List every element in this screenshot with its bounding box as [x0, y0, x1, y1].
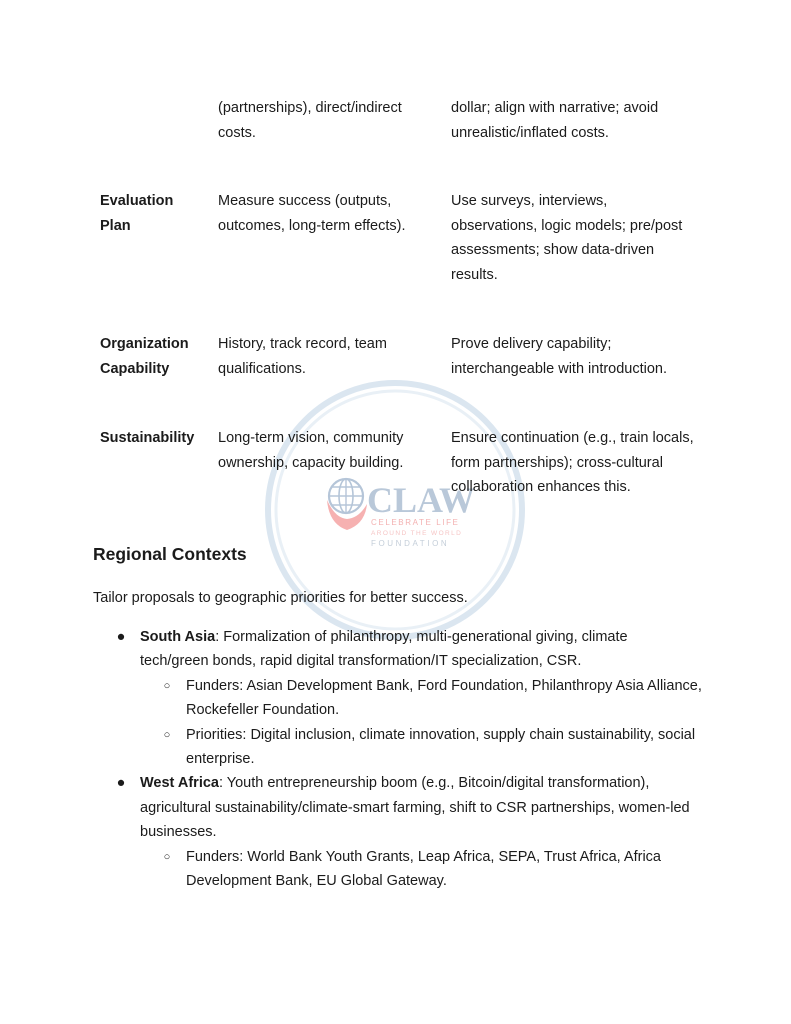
- row-tips: [451, 96, 701, 145]
- text-line: assessments; show data-driven: [451, 242, 655, 259]
- region-name: South Asia: [140, 629, 216, 645]
- text-line: Long-term vision, community: [218, 430, 404, 446]
- row-tips: [451, 189, 701, 287]
- text-line: ownership, capacity building.: [218, 454, 404, 471]
- text-line: Capability: [100, 360, 170, 377]
- sub-list-item: [0, 845, 706, 894]
- row-description: [218, 332, 440, 381]
- text-line: Organization: [100, 336, 189, 352]
- sub-bullet-icon: ○: [163, 850, 171, 863]
- hand-icon: [327, 500, 367, 530]
- row-label: [100, 426, 210, 451]
- text-line: form partnerships); cross-cultural: [451, 454, 663, 471]
- row-label: [100, 332, 210, 381]
- text-line: History, track record, team: [218, 336, 387, 352]
- text-line: results.: [451, 266, 498, 283]
- text-line: costs.: [218, 124, 256, 141]
- region-description: : Formalization of philanthropy, multi-generational giving, climate tech/green bonds, rapid digital transformation/IT specialization, CSR.: [140, 629, 628, 670]
- watermark-tagline-3: FOUNDATION: [371, 539, 450, 548]
- section-heading: Regional Contexts: [93, 544, 247, 564]
- row-description: [218, 96, 440, 145]
- text-line: outcomes, long-term effects).: [218, 217, 406, 234]
- list-item-west-africa: [0, 771, 700, 844]
- sub-item-text: Funders: Asian Development Bank, Ford Foundation, Philanthropy Asia Alliance, Rockefeller Foundation.: [186, 677, 702, 719]
- watermark-tagline-1: CELEBRATE LIFE: [371, 518, 460, 527]
- regions-list: [0, 625, 791, 893]
- row-tips: [451, 332, 701, 381]
- text-line: Sustainability: [100, 430, 195, 446]
- sub-list-item: [0, 723, 706, 772]
- region-name: West Africa: [140, 775, 219, 792]
- watermark-tagline-2: AROUND THE WORLD: [371, 530, 463, 537]
- sub-bullet-icon: ○: [163, 679, 171, 692]
- text-line: collaboration enhances this.: [451, 479, 631, 496]
- section-intro: Tailor proposals to geographic priorities for better success.: [93, 590, 468, 606]
- row-tips: [451, 426, 701, 500]
- row-description: [218, 189, 440, 238]
- text-line: observations, logic models; pre/post: [451, 217, 683, 234]
- text-line: (partnerships), direct/indirect: [218, 100, 402, 116]
- text-line: interchangeable with introduction.: [451, 360, 668, 377]
- list-item-south-asia: [0, 625, 700, 674]
- text-line: Prove delivery capability;: [451, 336, 612, 352]
- sub-item-text: Priorities: Digital inclusion, climate innovation, supply chain sustainability, social enterprise.: [186, 726, 696, 768]
- bullet-icon: ●: [116, 775, 126, 792]
- text-line: Ensure continuation (e.g., train locals,: [451, 430, 694, 446]
- sub-list-item: [0, 674, 706, 723]
- text-line: dollar; align with narrative; avoid: [451, 100, 659, 116]
- sub-bullet-icon: ○: [163, 728, 171, 741]
- text-line: qualifications.: [218, 360, 306, 377]
- text-line: Measure success (outputs,: [218, 193, 392, 209]
- sub-item-text: Funders: World Bank Youth Grants, Leap Africa, SEPA, Trust Africa, Africa Development Bank, EU Global Gateway.: [186, 848, 661, 890]
- text-line: Evaluation: [100, 193, 174, 209]
- text-line: unrealistic/inflated costs.: [451, 124, 609, 141]
- globe-icon: [329, 479, 363, 513]
- region-description: : Youth entrepreneurship boom (e.g., Bitcoin/digital transformation), agricultural sustainability/climate-smart farming, shift to CSR partnerships, women-led businesses.: [140, 775, 690, 841]
- bullet-icon: ●: [116, 629, 126, 645]
- watermark-claw-text: CLAW: [367, 480, 476, 520]
- row-label: [100, 189, 210, 238]
- row-description: [218, 426, 440, 475]
- text-line: Plan: [100, 217, 131, 234]
- text-line: Use surveys, interviews,: [451, 193, 608, 209]
